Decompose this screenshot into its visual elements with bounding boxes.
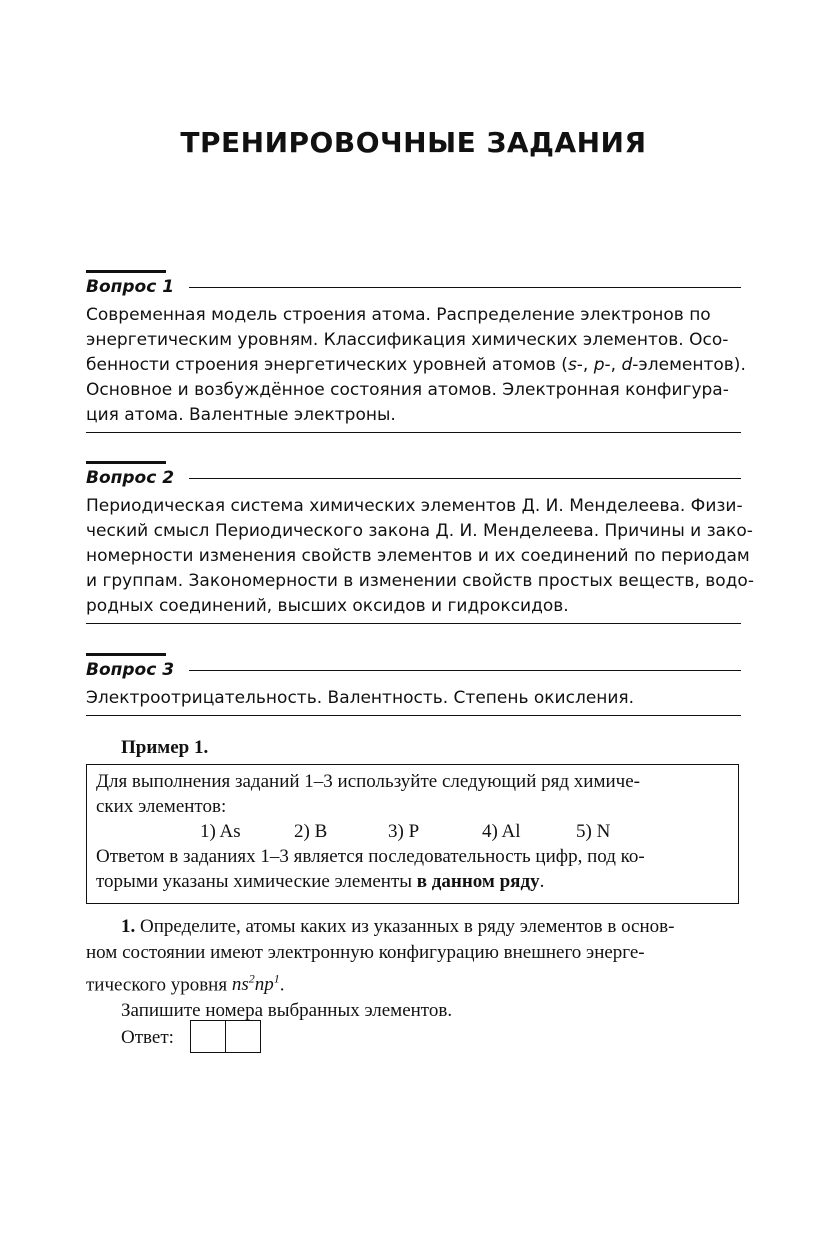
question-3	[86, 653, 741, 716]
answer-label: Ответ:	[121, 1027, 174, 1048]
element-item: 1) As	[200, 821, 241, 842]
text-line: энергетическим уровням. Классификация химических элементов. Осо-	[86, 330, 729, 350]
question-label: Вопрос 1	[86, 277, 175, 297]
text-line: ских элементов:	[96, 796, 227, 817]
element-item: 3) P	[388, 821, 420, 842]
answer-cell-2[interactable]	[225, 1020, 261, 1053]
formula: $ns^2np^1$	[231, 972, 280, 996]
text-line: Современная модель строения атома. Распределение электронов по	[86, 305, 711, 325]
question-overbar	[86, 461, 166, 464]
example-box	[86, 764, 739, 904]
text-line: Периодическая система химических элементов Д. И. Менделеева. Физи-	[86, 496, 743, 516]
task-line: тического уровня $ns^2np^1$.	[86, 972, 285, 996]
question-bottom-rule	[86, 432, 741, 433]
text-line: ция атома. Валентные электроны.	[86, 405, 396, 425]
task-number: 1.	[121, 916, 136, 937]
example-title: Пример 1.	[121, 737, 209, 758]
question-bottom-rule	[86, 623, 741, 624]
text-line: родных соединений, высших оксидов и гидроксидов.	[86, 596, 569, 616]
text-line: Ответом в заданиях 1–3 является последовательность цифр, под ко-	[96, 846, 645, 867]
question-rule	[189, 478, 741, 479]
task-1	[86, 914, 741, 1024]
question-overbar	[86, 653, 166, 656]
question-rule	[189, 670, 741, 671]
text-line: и группам. Закономерности в изменении свойств простых веществ, водо-	[86, 571, 754, 591]
elements-row	[96, 819, 729, 844]
text-line: Электроотрицательность. Валентность. Степень окисления.	[86, 688, 635, 708]
element-item: 5) N	[576, 821, 611, 842]
question-label: Вопрос 2	[86, 468, 175, 488]
text-line: ческий смысл Периодического закона Д. И. Менделеева. Причины и зако-	[86, 521, 753, 541]
element-item: 2) B	[294, 821, 328, 842]
text-line: бенности строения энергетических уровней атомов (s-, p-, d-элементов).	[86, 355, 746, 375]
element-item: 4) Al	[482, 821, 521, 842]
text-line: Основное и возбуждённое состояния атомов. Электронная конфигура-	[86, 380, 729, 400]
question-header	[86, 653, 741, 683]
answer-cell-1[interactable]	[190, 1020, 226, 1053]
page-title: ТРЕНИРОВОЧНЫЕ ЗАДАНИЯ	[180, 126, 647, 159]
question-rule	[189, 287, 741, 288]
task-line: ном состоянии имеют электронную конфигурацию внешнего энерге-	[86, 942, 645, 963]
question-text	[86, 303, 746, 428]
question-2	[86, 461, 754, 624]
question-bottom-rule	[86, 715, 741, 716]
task-line: 1. Определите, атомы каких из указанных в ряду элементов в основ-	[121, 916, 675, 937]
question-header	[86, 461, 741, 491]
question-text	[86, 686, 741, 711]
question-text	[86, 494, 754, 619]
task-instruction: Запишите номера выбранных элементов.	[121, 1000, 453, 1022]
question-label: Вопрос 3	[86, 660, 175, 680]
text-line: торыми указаны химические элементы в данном ряду.	[96, 871, 545, 892]
text-line: номерности изменения свойств элементов и их соединений по периодам	[86, 546, 750, 566]
emphasis-text: в данном ряду	[416, 871, 540, 892]
question-1	[86, 270, 746, 433]
question-header	[86, 270, 741, 300]
text-line: Для выполнения заданий 1–3 используйте следующий ряд химиче-	[96, 771, 640, 792]
question-overbar	[86, 270, 166, 273]
